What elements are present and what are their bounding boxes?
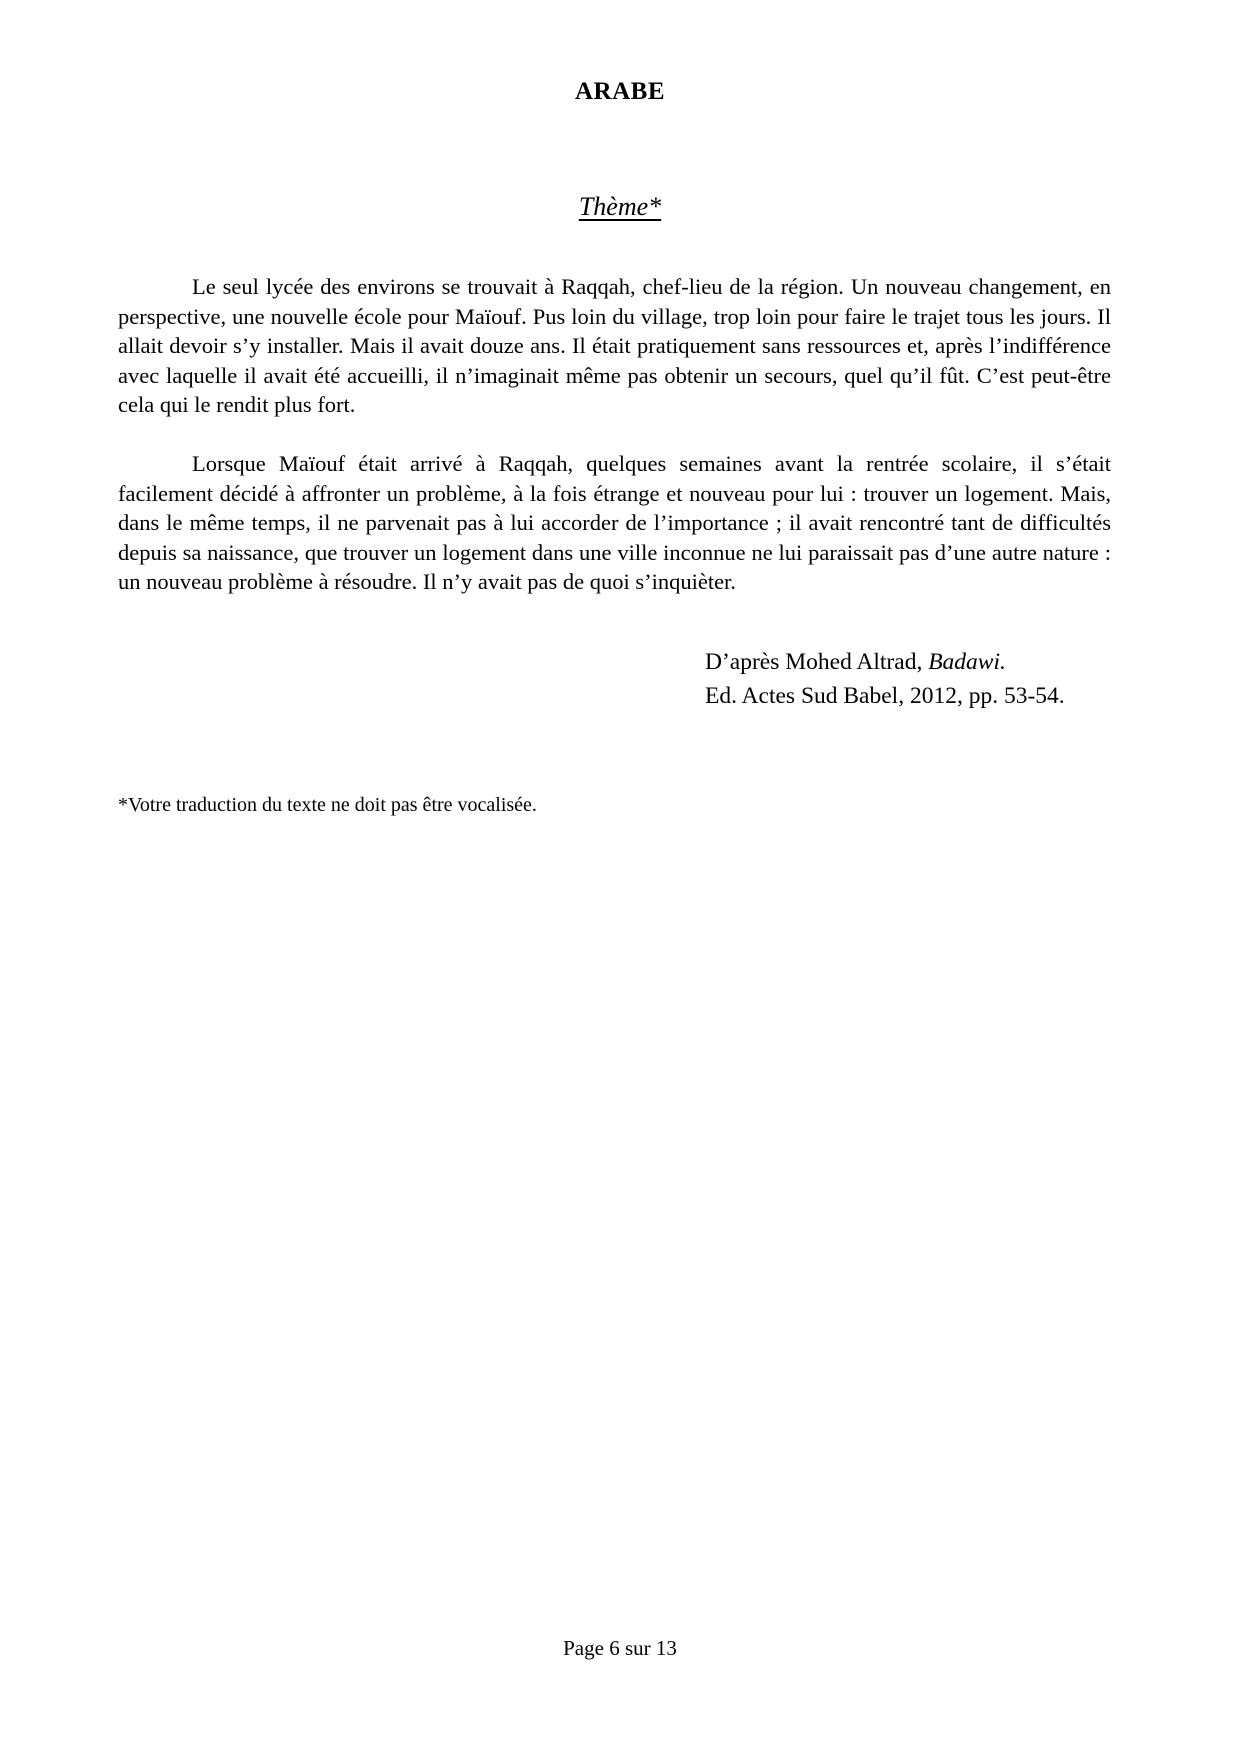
body-text xyxy=(118,272,1111,626)
paragraph-1: Le seul lycée des environs se trouvait à Raqqah, chef-lieu de la région. Un nouveau changement, en perspective, une nouvelle école pour Maïouf. Pus loin du village, trop loin pour faire le trajet tous les jours. Il allait devoir s’y installer. Mais il avait douze ans. Il était pratiquement sans ressources et, après l’indifférence avec laquelle il avait été accueilli, il n’imaginait même pas obtenir un secours, quel qu’il fût. C’est peut-être cela qui le rendit plus fort. xyxy=(118,274,1111,417)
footnote: *Votre traduction du texte ne doit pas être vocalisée. xyxy=(118,794,537,816)
source-publication: Ed. Actes Sud Babel, 2012, pp. 53-54. xyxy=(705,683,1065,709)
page-heading: ARABE xyxy=(574,78,665,105)
page-number: Page 6 sur 13 xyxy=(563,1636,677,1660)
section-subtitle xyxy=(0,192,1240,222)
source-book-title: Badawi. xyxy=(928,649,1006,675)
paragraph-2: Lorsque Maïouf était arrivé à Raqqah, quelques semaines avant la rentrée scolaire, il s’était facilement décidé à affronter un problème, à la fois étrange et nouveau pour lui : trouver un logement. Mais, dans le même temps, il ne parvenait pas à lui accorder de l’importance ; il avait rencontré tant de difficultés depuis sa naissance, que trouver un logement dans une ville inconnue ne lui paraissait pas d’une autre nature : un nouveau problème à résoudre. Il n’y avait pas de quoi s’inquièter. xyxy=(118,451,1111,594)
source-prefix: D’après Mohed Altrad, xyxy=(705,649,929,675)
source-citation xyxy=(705,645,1065,713)
subtitle-text: Thème* xyxy=(578,192,662,221)
source-author-line xyxy=(705,645,1065,679)
